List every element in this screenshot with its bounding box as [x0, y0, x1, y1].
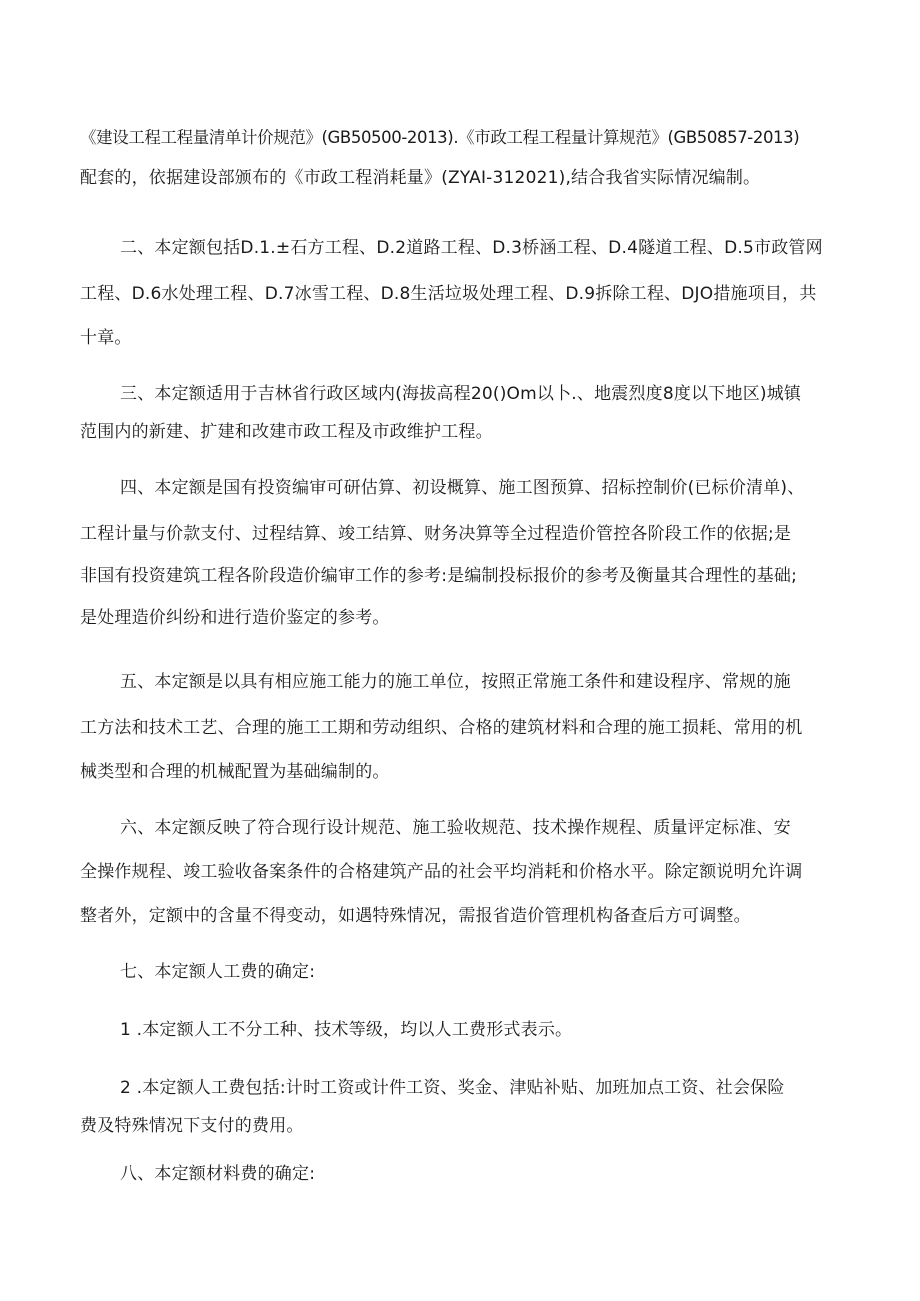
paragraph-item-7 — [80, 950, 855, 994]
paragraph-sub-1 — [80, 1008, 855, 1052]
text-line: 六、本定额反映了符合现行设计规范、施工验收规范、技术操作规程、质量评定标准、安 — [120, 818, 791, 838]
text-line: 八、本定额材料费的确定: — [120, 1164, 316, 1184]
text-line: 十章。 — [80, 328, 132, 348]
text-line: 2 .本定额人工费包括:计时工资或计件工资、奖金、津贴补贴、加班加点工资、社会保险 — [120, 1078, 785, 1098]
paragraph-item-6 — [80, 806, 855, 938]
text-line: 整者外，定额中的含量不得变动，如遇特殊情况，需报省造价管理机构备查后方可调整。 — [80, 906, 751, 926]
paragraph-item-8 — [80, 1152, 855, 1196]
paragraph-item-4 — [80, 466, 855, 640]
paragraph-item-5 — [80, 660, 855, 794]
text-line: 是处理造价纠纷和进行造价鉴定的参考。 — [80, 608, 390, 628]
text-line: 1 .本定额人工不分工种、技术等级，均以人工费形式表示。 — [120, 1020, 573, 1040]
paragraph-intro-continuation — [80, 116, 855, 200]
text-line: 配套的，依据建设部颁布的《市政工程消耗量》(ZYAI-312021),结合我省实际情况编制。 — [80, 168, 761, 188]
paragraph-item-2 — [80, 226, 855, 360]
text-line: 工程、D.6水处理工程、D.7冰雪工程、D.8生活垃圾处理工程、D.9拆除工程、DJO措施项目，共 — [80, 284, 817, 304]
text-line: 全操作规程、竣工验收备案条件的合格建筑产品的社会平均消耗和价格水平。除定额说明允许调 — [80, 862, 803, 882]
text-line: 工方法和技术工艺、合理的施工工期和劳动组织、合格的建筑材料和合理的施工损耗、常用的机 — [80, 718, 803, 738]
paragraph-sub-2 — [80, 1066, 855, 1148]
text-line: 械类型和合理的机械配置为基础编制的。 — [80, 762, 390, 782]
text-line: 二、本定额包括D.1.±石方工程、D.2道路工程、D.3桥涵工程、D.4隧道工程、D.5市政管网 — [120, 238, 823, 258]
text-line: 七、本定额人工费的确定: — [120, 962, 316, 982]
paragraph-item-3 — [80, 372, 855, 454]
text-line: 范围内的新建、扩建和改建市政工程及市政维护工程。 — [80, 422, 493, 442]
text-line: 五、本定额是以具有相应施工能力的施工单位，按照正常施工条件和建设程序、常规的施 — [120, 672, 791, 692]
text-line: 《建设工程工程量清单计价规范》(GB50500-2013).《市政工程工程量计算规范》(GB50857-2013) — [80, 128, 800, 147]
text-line: 工程计量与价款支付、过程结算、竣工结算、财务决算等全过程造价管控各阶段工作的依据;是 — [80, 524, 792, 544]
text-line: 四、本定额是国有投资编审可研估算、初设概算、施工图预算、招标控制价(已标价清单)、 — [120, 478, 805, 498]
text-line: 三、本定额适用于吉林省行政区域内(海拔高程20()Om以卜.、地震烈度8度以下地区)城镇 — [120, 384, 802, 404]
text-line: 费及特殊情况下支付的费用。 — [80, 1116, 304, 1136]
text-line: 非国有投资建筑工程各阶段造价编审工作的参考:是编制投标报价的参考及衡量其合理性的基础; — [80, 566, 798, 586]
